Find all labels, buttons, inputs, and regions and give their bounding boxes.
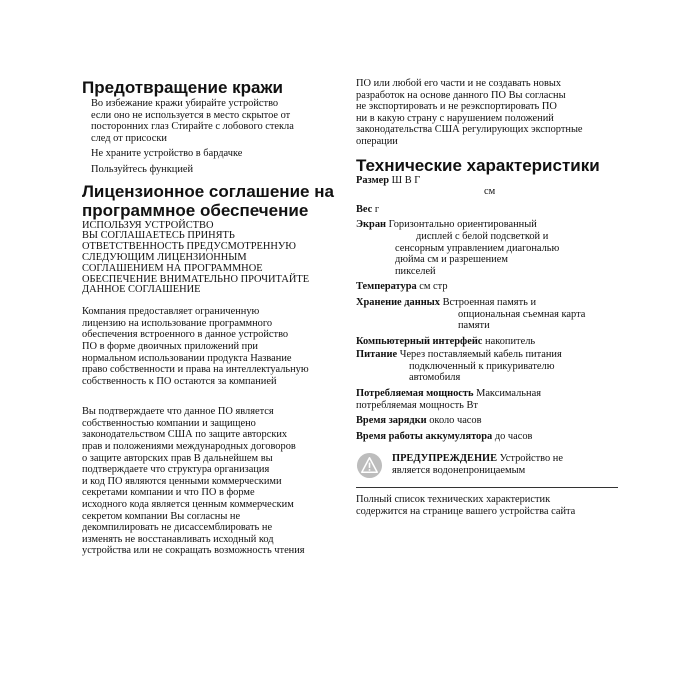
spec-temperature	[356, 281, 618, 293]
spec-interface-value: накопитель	[482, 335, 536, 347]
theft-paragraph-3: Пользуйтесь функцией	[91, 163, 194, 175]
text-line: если оно не используется в место скрытое от	[91, 109, 291, 121]
warning-block	[356, 452, 618, 479]
text-line: прав и положениями международных договоров	[82, 441, 296, 453]
text-line: памяти	[458, 320, 490, 332]
text-line: ОБЕСПЕЧЕНИЕ ВНИМАТЕЛЬНО ПРОЧИТАЙТЕ	[82, 273, 310, 285]
text-line: собственность к ПО остаются за компанией	[82, 375, 277, 387]
text-line: потребляемая мощность Вт	[356, 399, 478, 411]
warning-text	[392, 452, 563, 476]
spec-consumption-value: Максимальная	[473, 388, 541, 400]
spec-consumption	[356, 388, 618, 411]
spec-charge-time	[356, 415, 618, 427]
text-line: сенсорным управлением диагональю	[395, 242, 560, 254]
text-line: ни в какую страну с нарушением положений	[356, 112, 554, 124]
text-line: ПО в форме двоичных приложений при	[82, 340, 258, 352]
text-line: операции	[356, 135, 398, 147]
spec-temperature-value: см стр	[416, 281, 448, 293]
spec-interface-label: Компьютерный интерфейс	[356, 335, 483, 347]
warning-body: Устройство не	[497, 453, 563, 465]
text-line: Вы подтверждаете что данное ПО является	[82, 406, 274, 418]
text-line: опциональная съемная карта	[458, 308, 586, 320]
spec-charge-value: около часов	[426, 415, 482, 427]
text-line: СЛЕДУЮЩИМ ЛИЦЕНЗИОННЫМ	[82, 251, 247, 263]
spec-size-label: Размер	[356, 174, 390, 186]
spec-weight-label: Вес	[356, 203, 373, 215]
spec-power-value: Через поставляемый кабель питания	[397, 349, 562, 361]
spec-battery-value: до часов	[492, 430, 533, 442]
text-line: секретами компании и что ПО в форме	[82, 487, 255, 499]
warning-body-line-2: является водонепроницаемым	[392, 465, 526, 477]
text-line: ВЫ СОГЛАШАЕТЕСЬ ПРИНЯТЬ	[82, 230, 235, 242]
text-line: Компания предоставляет ограниченную	[82, 306, 260, 318]
text-line: нормальном использовании продукта Название	[82, 352, 292, 364]
specs-footer	[356, 494, 618, 517]
warning-title: ПРЕДУПРЕЖДЕНИЕ	[392, 453, 498, 465]
spec-storage-value: Встроенная память и	[440, 296, 537, 308]
text-line: ИСПОЛЬЗУЯ УСТРОЙСТВО	[82, 219, 214, 231]
text-line: подтверждаете что структура организация	[82, 464, 270, 476]
spec-power	[356, 349, 618, 384]
text-line: автомобиля	[409, 372, 461, 384]
license-paragraph-company	[82, 306, 338, 387]
theft-paragraph	[82, 98, 338, 144]
spec-storage	[356, 297, 618, 332]
text-line: собственностью компании и защищено	[82, 417, 256, 429]
warning-divider	[356, 487, 618, 488]
text-line: дюйма см и разрешением	[395, 254, 508, 266]
text-line: дисплей с белой подсветкой и	[416, 230, 549, 242]
text-line: секретом компании Вы согласны не	[82, 510, 241, 522]
license-paragraph-confirm	[82, 406, 338, 557]
license-heading	[82, 182, 338, 220]
text-line: Полный список технических характеристик	[356, 494, 551, 506]
spec-screen-label: Экран	[356, 219, 386, 231]
text-line: право собственности и права на интеллектуальную	[82, 364, 309, 376]
text-line: и код ПО являются ценными коммерческими	[82, 475, 282, 487]
text-line: законодательства США регулирующих экспортные	[356, 124, 583, 136]
text-line: пикселей	[395, 265, 436, 277]
spec-power-label: Питание	[356, 349, 398, 361]
spec-temperature-label: Температура	[356, 281, 417, 293]
spec-consumption-label: Потребляемая мощность	[356, 388, 474, 400]
text-line: след от присоски	[91, 132, 167, 144]
spec-weight-value: г	[372, 203, 380, 215]
theft-paragraph-2: Не храните устройство в бардачке	[91, 148, 243, 160]
spec-screen	[356, 219, 618, 277]
text-line: декомпилировать не дисассемблировать не	[82, 522, 273, 534]
text-line: содержится на странице вашего устройства сайта	[356, 506, 576, 518]
text-line: не экспортировать и не реэкспортировать ПО	[356, 101, 557, 113]
left-column	[82, 78, 338, 557]
right-column	[356, 78, 618, 518]
spec-size	[356, 175, 618, 198]
spec-size-unit: см	[484, 186, 496, 198]
text-line: исходного кода является ценным коммерческим	[82, 499, 294, 511]
heading-line: Лицензионное соглашение на	[82, 181, 334, 201]
text-line: устройства или не сокращать возможность чтения	[82, 545, 305, 557]
spec-weight	[356, 204, 618, 216]
spec-battery-life	[356, 431, 618, 443]
text-line: Во избежание кражи убирайте устройство	[91, 98, 279, 109]
text-line: посторонних глаз Стирайте с лобового стекла	[91, 121, 294, 133]
spec-interface	[356, 336, 618, 348]
spec-charge-label: Время зарядки	[356, 415, 427, 427]
text-line: ПО или любой его части и не создавать новых	[356, 78, 562, 89]
text-line: лицензию на использование программного	[82, 317, 273, 329]
spec-storage-label: Хранение данных	[356, 296, 440, 308]
text-line: СОГЛАШЕНИЕМ НА ПРОГРАММНОЕ	[82, 262, 263, 274]
text-line: обеспечения встроенного в данное устройство	[82, 329, 289, 341]
text-line: о защите авторских прав В дальнейшем вы	[82, 452, 273, 464]
license-caps-notice	[82, 221, 338, 297]
text-line: изменять не восстанавливать исходный код	[82, 533, 274, 545]
spec-screen-value: Горизонтально ориентированный	[386, 219, 537, 231]
text-line: разработок на основе данного ПО Вы согласны	[356, 89, 566, 101]
theft-heading: Предотвращение кражи	[82, 78, 283, 97]
text-line: законодательством США по защите авторских	[82, 429, 288, 441]
specs-heading: Технические характеристики	[356, 155, 600, 175]
text-line: ОТВЕТСТВЕННОСТЬ ПРЕДУСМОТРЕННУЮ	[82, 241, 296, 253]
heading-line: программное обеспечение	[82, 200, 309, 220]
warning-icon	[356, 452, 383, 479]
license-continuation	[356, 78, 618, 148]
spec-size-value: Ш В Г	[389, 174, 421, 186]
spec-battery-label: Время работы аккумулятора	[356, 430, 493, 442]
text-line: подключенный к прикуривателю	[409, 360, 555, 372]
text-line: ДАННОЕ СОГЛАШЕНИЕ	[82, 284, 201, 296]
